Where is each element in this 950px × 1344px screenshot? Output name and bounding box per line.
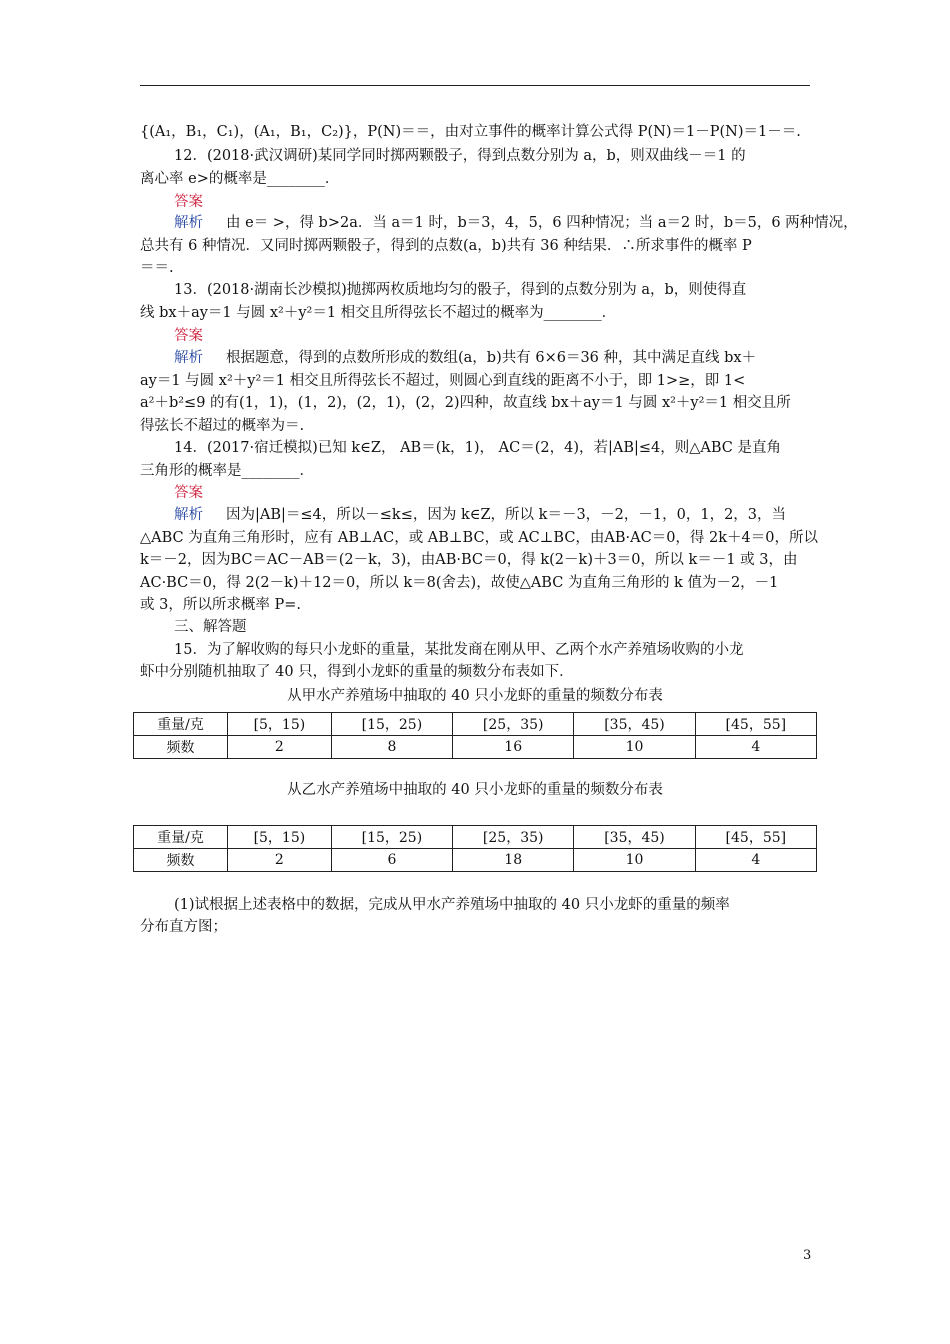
table-cell: 4: [695, 736, 816, 759]
table-cell: [35，45): [574, 713, 695, 736]
table-cell: 8: [331, 736, 452, 759]
page-number: 3: [803, 1248, 812, 1263]
text-line: 或 3，所以所求概率 P=.: [140, 597, 301, 613]
table-cell: 18: [453, 849, 574, 872]
text-line: 虾中分别随机抽取了 40 只，得到小龙虾的重量的频数分布表如下．: [140, 664, 574, 680]
text-line: 总共有 6 种情况．又同时掷两颗骰子，得到的点数(a，b)共有 36 种结果．∴所求事件的概率 P: [140, 238, 752, 254]
text-line: ay＝1 与圆 x²＋y²＝1 相交且所得弦长不超过，则圆心到直线的距离不小于，即 1>≥，即 1<: [140, 373, 746, 389]
table-cell: 频数: [134, 849, 228, 872]
table-cell: [15，25): [331, 713, 452, 736]
table-cell: [45，55]: [695, 713, 816, 736]
text-line: 根据题意，得到的点数所形成的数组(a，b)共有 6×6＝36 种，其中满足直线 bx＋: [226, 350, 757, 366]
table-header-row: [134, 826, 817, 849]
text-line: AC·BC＝0，得 2(2－k)＋12＝0，所以 k＝8(舍去)，故使△ABC 为直角三角形的 k 值为－2，－1: [140, 575, 779, 591]
table-row: [134, 849, 817, 872]
analysis-label: 解析: [174, 215, 203, 231]
question-15: 15．为了解收购的每只小龙虾的重量，某批发商在刚从甲、乙两个水产养殖场收购的小龙: [174, 642, 744, 658]
table-cell: [25，35): [453, 826, 574, 849]
analysis-label: 解析: [174, 350, 203, 366]
table-cell: [45，55]: [695, 826, 816, 849]
table-cell: 16: [453, 736, 574, 759]
text-line: {(A₁，B₁，C₁)，(A₁，B₁，C₂)}，P(N)＝＝，由对立事件的概率计算公式得 P(N)＝1－P(N)＝1－＝.: [140, 124, 801, 140]
table-jia: [133, 712, 817, 759]
table-cell: 4: [695, 849, 816, 872]
text-line: 因为|AB|＝≤4，所以－≤k≤，因为 k∈Z，所以 k＝－3，－2，－1，0，1，2，3，当: [226, 507, 787, 523]
table-cell: 10: [574, 849, 695, 872]
text-line: 线 bx＋ay＝1 与圆 x²＋y²＝1 相交且所得弦长不超过的概率为________．: [140, 305, 617, 321]
text-line: △ABC 为直角三角形时，应有 AB⊥AC，或 AB⊥BC，或 AC⊥BC，由AB·AC＝0，得 2k＋4＝0，所以: [140, 530, 819, 546]
table-cell: 10: [574, 736, 695, 759]
question-12: 12．(2018·武汉调研)某同学同时掷两颗骰子，得到点数分别为 a，b，则双曲线－＝1 的: [174, 148, 746, 164]
table-cell: 2: [228, 849, 332, 872]
analysis-label: 解析: [174, 507, 203, 523]
table-cell: [5，15): [228, 826, 332, 849]
table-cell: [5，15): [228, 713, 332, 736]
text-line: 分布直方图；: [140, 919, 227, 935]
table2-caption: 从乙水产养殖场中抽取的 40 只小龙虾的重量的频数分布表: [287, 782, 663, 798]
table-header-row: [134, 713, 817, 736]
table-cell: [15，25): [331, 826, 452, 849]
text-line: a²＋b²≤9 的有(1，1)，(1，2)，(2，1)，(2，2)四种，故直线 bx＋ay＝1 与圆 x²＋y²＝1 相交且所: [140, 395, 791, 411]
table-cell: 6: [331, 849, 452, 872]
answer-label: 答案: [174, 328, 203, 344]
table-yi: [133, 825, 817, 872]
question-13: 13．(2018·湖南长沙模拟)抛掷两枚质地均匀的骰子，得到的点数分别为 a，b，则使得直: [174, 282, 747, 298]
text-line: 由 e＝ >，得 b>2a．当 a＝1 时，b＝3，4，5，6 四种情况；当 a＝2 时，b＝5，6 两种情况，: [226, 215, 858, 231]
text-line: 得弦长不超过的概率为＝.: [140, 418, 305, 434]
subquestion-1: (1)试根据上述表格中的数据，完成从甲水产养殖场中抽取的 40 只小龙虾的重量的频率: [174, 897, 730, 913]
section-heading: 三、解答题: [174, 619, 247, 635]
table-cell: [25，35): [453, 713, 574, 736]
table-cell: 重量/克: [134, 713, 228, 736]
table-cell: 重量/克: [134, 826, 228, 849]
table-row: [134, 736, 817, 759]
header-rule: [140, 85, 810, 86]
table-cell: 频数: [134, 736, 228, 759]
table-cell: 2: [228, 736, 332, 759]
answer-label: 答案: [174, 194, 203, 210]
text-line: ＝＝.: [140, 260, 174, 276]
text-line: 三角形的概率是________．: [140, 463, 314, 479]
answer-label: 答案: [174, 485, 203, 501]
table-cell: [35，45): [574, 826, 695, 849]
question-14: 14．(2017·宿迁模拟)已知 k∈Z， AB＝(k，1)， AC＝(2，4)，若|AB|≤4，则△ABC 是直角: [174, 440, 782, 456]
table1-caption: 从甲水产养殖场中抽取的 40 只小龙虾的重量的频数分布表: [287, 688, 663, 704]
text-line: k＝－2，因为BC＝AC－AB＝(2－k，3)，由AB·BC＝0，得 k(2－k)＋3＝0，所以 k＝－1 或 3，由: [140, 552, 798, 568]
text-line: 离心率 e>的概率是________．: [140, 171, 340, 187]
